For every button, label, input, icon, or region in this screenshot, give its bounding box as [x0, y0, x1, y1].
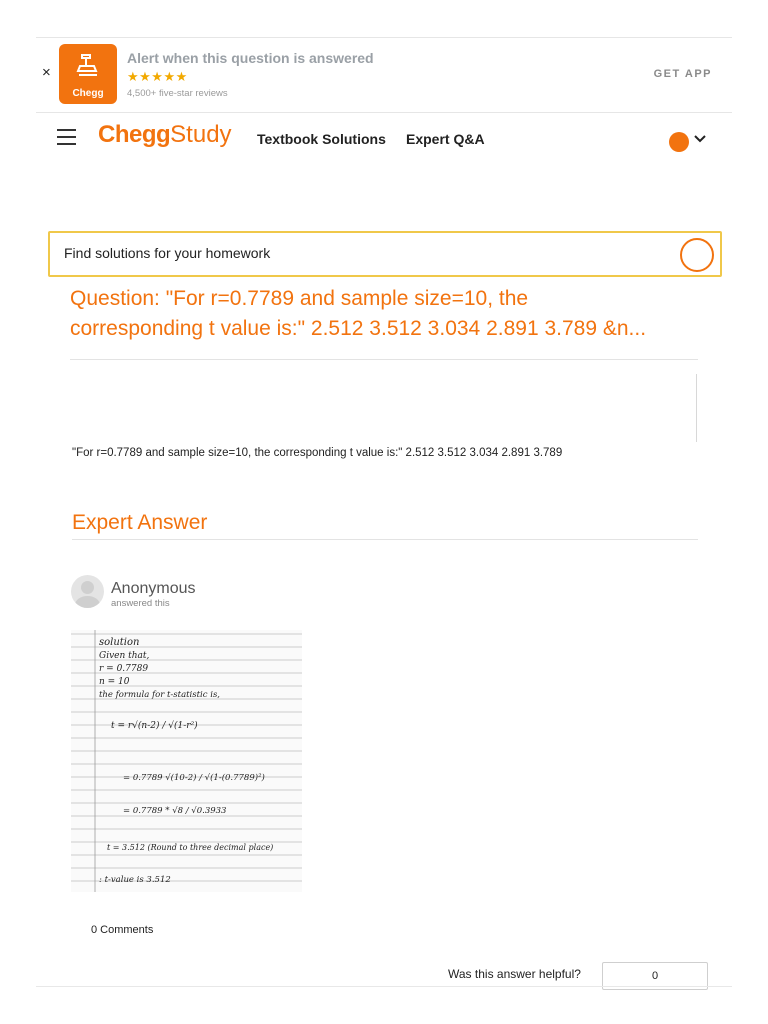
chegg-app-icon: [59, 44, 117, 104]
hw-line-4: n = 10: [99, 677, 130, 687]
search-input[interactable]: [48, 231, 722, 277]
question-heading-line1: Question: "For r=0.7789 and sample size=10, the: [70, 287, 529, 310]
question-divider: [70, 359, 698, 360]
answered-label: answered this: [111, 598, 170, 609]
app-promo-banner: [36, 38, 732, 112]
nav-textbook-solutions[interactable]: Textbook Solutions: [257, 131, 386, 147]
hw-line-1: solution: [99, 637, 140, 648]
banner-bottom-divider: [36, 112, 732, 113]
hw-line-10: : t-value is 3.512: [99, 875, 171, 885]
hw-line-8: = 0.7789 * √8 / √0.3933: [123, 806, 227, 816]
close-icon[interactable]: ×: [42, 64, 51, 81]
search-icon[interactable]: [680, 238, 714, 272]
app-icon-label: Chegg: [72, 88, 104, 99]
rating-stars: ★★★★★: [127, 69, 188, 84]
nav-expert-qa[interactable]: Expert Q&A: [406, 131, 485, 147]
logo-chegg: Chegg: [98, 121, 171, 148]
hw-line-3: r = 0.7789: [99, 664, 149, 674]
answerer-avatar: [71, 575, 104, 608]
user-avatar[interactable]: [669, 132, 689, 152]
helpful-question: Was this answer helpful?: [448, 967, 581, 981]
search-placeholder: Find solutions for your homework: [64, 245, 271, 261]
review-count: 4,500+ five-star reviews: [127, 88, 228, 99]
answerer-name: Anonymous: [111, 580, 196, 597]
handwritten-solution-image: [71, 630, 302, 892]
hw-line-5: the formula for t-statistic is,: [99, 690, 221, 700]
chevron-down-icon[interactable]: [694, 128, 706, 151]
expert-answer-divider: [72, 539, 698, 540]
question-heading: [70, 284, 698, 344]
scroll-rule: [696, 374, 697, 442]
hw-line-9: t = 3.512 (Round to three decimal place): [107, 843, 274, 852]
get-app-button[interactable]: GET APP: [653, 68, 712, 80]
helpful-count: 0: [651, 970, 659, 982]
chegg-study-logo[interactable]: [98, 121, 232, 149]
mortarboard-icon: [76, 51, 100, 79]
question-heading-line2: corresponding t value is:" 2.512 3.512 3.034 2.891 3.789 &n...: [70, 317, 647, 340]
expert-answer-title: Expert Answer: [72, 511, 208, 534]
hw-line-7: = 0.7789 √(10-2) / √(1-(0.7789)²): [123, 773, 265, 783]
hw-line-6: t = r√(n-2) / √(1-r²): [111, 721, 198, 731]
alert-title[interactable]: Alert when this question is answered: [127, 50, 374, 66]
logo-study: Study: [170, 121, 232, 148]
question-body: "For r=0.7789 and sample size=10, the corresponding t value is:" 2.512 3.512 3.034 2.891 3.789: [72, 447, 563, 459]
comments-link[interactable]: 0 Comments: [91, 924, 154, 936]
hw-line-2: Given that,: [99, 651, 150, 661]
menu-icon[interactable]: [57, 129, 76, 145]
footer-divider: [36, 986, 732, 987]
